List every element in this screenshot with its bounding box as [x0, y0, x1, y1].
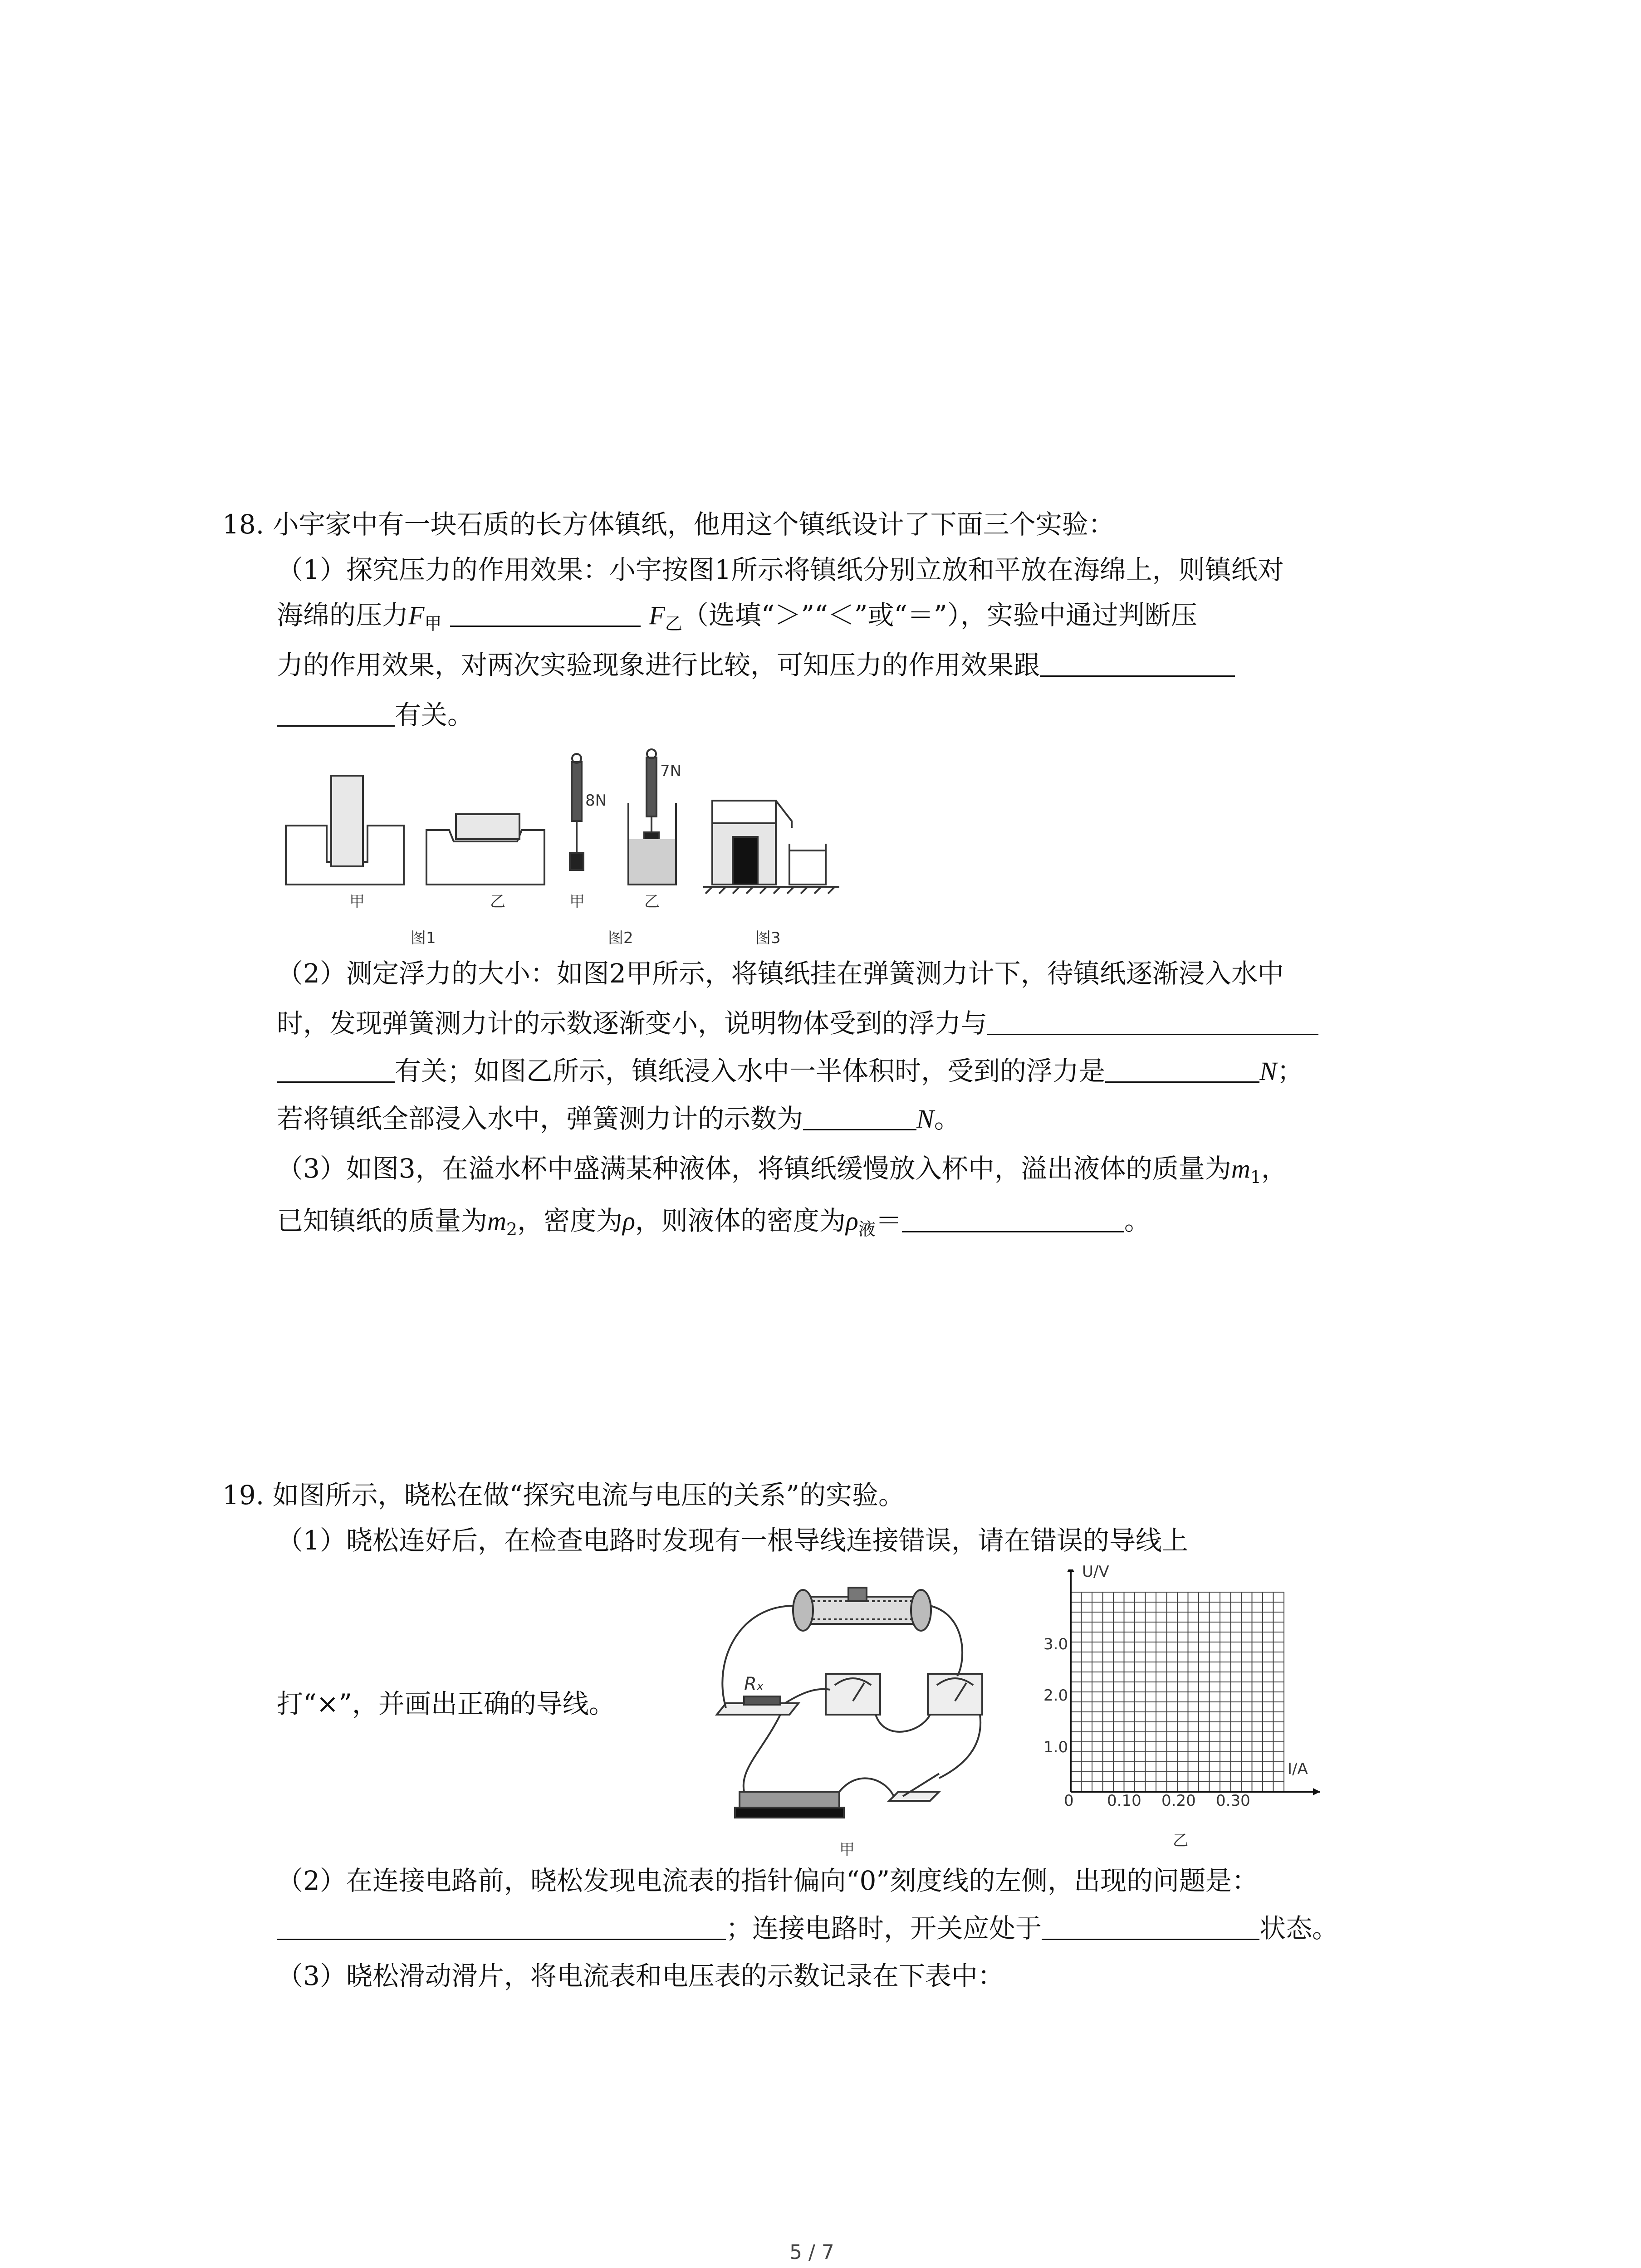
grid-y-tick-2: 2.0 — [1043, 1686, 1068, 1705]
q18-part3-line2 — [277, 1204, 1151, 1246]
page-number: 5 / 7 — [789, 2241, 834, 2264]
resistor-symbol: R — [744, 1674, 757, 1695]
u-i-grid — [1043, 1569, 1338, 1823]
grid-x-tick-0: 0 — [1064, 1792, 1074, 1810]
q18-text: ＝ — [875, 1205, 902, 1236]
blank-buoyancy-factor-b[interactable] — [277, 1055, 395, 1083]
blank-ammeter-problem[interactable] — [277, 1912, 726, 1940]
q18-stem: 18. 小宇家中有一块石质的长方体镇纸，他用这个镇纸设计了下面三个实验： — [222, 509, 1115, 540]
q18-text: ； — [1277, 1056, 1303, 1086]
fig1-label-yi: 乙 — [490, 893, 505, 911]
scale-reading-8n: 8N — [585, 792, 607, 810]
blank-liquid-density[interactable] — [902, 1205, 1124, 1232]
q18-text: ，密度为 — [517, 1205, 623, 1236]
q18-text: 若将镇纸全部浸入水中，弹簧测力计的示数为 — [277, 1103, 803, 1134]
q18-text: 有关；如图乙所示，镇纸浸入水中一半体积时，受到的浮力是 — [395, 1056, 1106, 1086]
mass-symbol: m — [487, 1206, 506, 1236]
y-axis-arrow — [1067, 1569, 1074, 1572]
q19-stem: 19. 如图所示，晓松在做“探究电流与电压的关系”的实验。 — [222, 1480, 905, 1510]
x-axis-arrow — [1313, 1788, 1320, 1795]
q18-text: （选填“＞”“＜”或“＝”），实验中通过判断压 — [682, 600, 1197, 631]
q18-part2-line1: （2）测定浮力的大小：如图2甲所示，将镇纸挂在弹簧测力计下，待镇纸逐渐浸入水中 — [277, 958, 1284, 989]
q18-part1-line1: （1）探究压力的作用效果：小宇按图1所示将镇纸分别立放和平放在海绵上，则镇纸对 — [277, 554, 1284, 585]
grid-label-yi: 乙 — [1173, 1832, 1188, 1850]
fig2-label-jia: 甲 — [569, 893, 585, 911]
blank-buoyant-force[interactable] — [1105, 1055, 1259, 1083]
q18-text: 。 — [1124, 1205, 1151, 1236]
mass-symbol: m — [1231, 1154, 1250, 1183]
unit-newton: N — [916, 1104, 934, 1134]
grid-x-axis-label: I/A — [1288, 1760, 1308, 1778]
q18-part2-line3 — [277, 1055, 1303, 1088]
blank-switch-state[interactable] — [1042, 1912, 1259, 1940]
q19-part1-line2: 打“×”，并画出正确的导线。 — [277, 1688, 615, 1719]
mass-sub-1: 1 — [1250, 1167, 1261, 1187]
force-symbol: F — [649, 601, 665, 630]
grid-y-tick-1: 1.0 — [1043, 1738, 1068, 1756]
unit-newton: N — [1259, 1056, 1277, 1086]
q18-text: 力的作用效果，对两次实验现象进行比较，可知压力的作用效果跟 — [277, 650, 1040, 680]
q19-text: 状态。 — [1259, 1913, 1339, 1944]
q18-text: ，则液体的密度为 — [635, 1205, 846, 1236]
grid-x-tick-3: 0.30 — [1216, 1792, 1250, 1810]
figure-2-caption: 图2 — [608, 929, 633, 947]
q19-part2-line2 — [277, 1912, 1338, 1945]
fig2-label-yi: 乙 — [644, 893, 660, 911]
q18-part2-line4 — [277, 1102, 960, 1135]
circuit-label-jia: 甲 — [839, 1841, 855, 1859]
q18-text: 时，发现弹簧测力计的示数逐渐变小，说明物体受到的浮力与 — [277, 1008, 988, 1039]
grid-y-tick-3: 3.0 — [1043, 1635, 1068, 1653]
q18-part3-line1 — [277, 1152, 1288, 1193]
q18-part1-line2 — [277, 599, 1197, 640]
fig1-label-jia: 甲 — [349, 893, 365, 911]
mass-sub-2: 2 — [506, 1219, 518, 1239]
blank-buoyancy-factor-a[interactable] — [987, 1007, 1318, 1035]
circuit-diagram — [712, 1579, 1057, 1837]
blank-scale-reading[interactable] — [803, 1103, 916, 1130]
q18-text: （3）如图3，在溢水杯中盛满某种液体，将镇纸缓慢放入杯中，溢出液体的质量为 — [277, 1153, 1231, 1184]
figure-3-caption: 图3 — [755, 929, 781, 947]
q18-part1-line3 — [277, 649, 1235, 681]
density-symbol: ρ — [845, 1206, 858, 1236]
density-sub-liquid: 液 — [858, 1219, 876, 1239]
blank-effect-factor-b[interactable] — [277, 699, 395, 727]
grid-x-tick-1: 0.10 — [1107, 1792, 1141, 1810]
q19-part1-line1: （1）晓松连好后，在检查电路时发现有一根导线连接错误，请在错误的导线上 — [277, 1525, 1188, 1556]
q19-part3: （3）晓松滑动滑片，将电流表和电压表的示数记录在下表中： — [277, 1960, 1004, 1991]
resistor-sub: x — [756, 1680, 764, 1693]
scale-reading-7n: 7N — [660, 762, 682, 780]
force-sub-jia: 甲 — [424, 614, 442, 634]
blank-compare-force[interactable] — [450, 599, 641, 627]
grid-x-tick-2: 0.20 — [1161, 1792, 1196, 1810]
density-symbol: ρ — [622, 1206, 635, 1236]
q18-part2-line2 — [277, 1007, 1318, 1040]
figure-1-caption: 图1 — [411, 929, 436, 947]
q18-text: 。 — [934, 1103, 960, 1134]
q19-text: ；连接电路时，开关应处于 — [726, 1913, 1042, 1944]
grid-y-axis-label: U/V — [1082, 1563, 1109, 1581]
q18-text: ， — [1261, 1153, 1288, 1184]
q18-text: 已知镇纸的质量为 — [277, 1205, 488, 1236]
q18-text: 有关。 — [395, 699, 474, 730]
force-sub-yi: 乙 — [665, 614, 682, 634]
q18-part1-line4 — [277, 699, 474, 731]
q19-part2-line1: （2）在连接电路前，晓松发现电流表的指针偏向“0”刻度线的左侧，出现的问题是： — [277, 1865, 1259, 1896]
blank-effect-factor-a[interactable] — [1040, 649, 1235, 677]
resistor-label — [744, 1674, 764, 1695]
q18-text: 海绵的压力 — [277, 600, 409, 631]
force-symbol: F — [408, 601, 425, 630]
